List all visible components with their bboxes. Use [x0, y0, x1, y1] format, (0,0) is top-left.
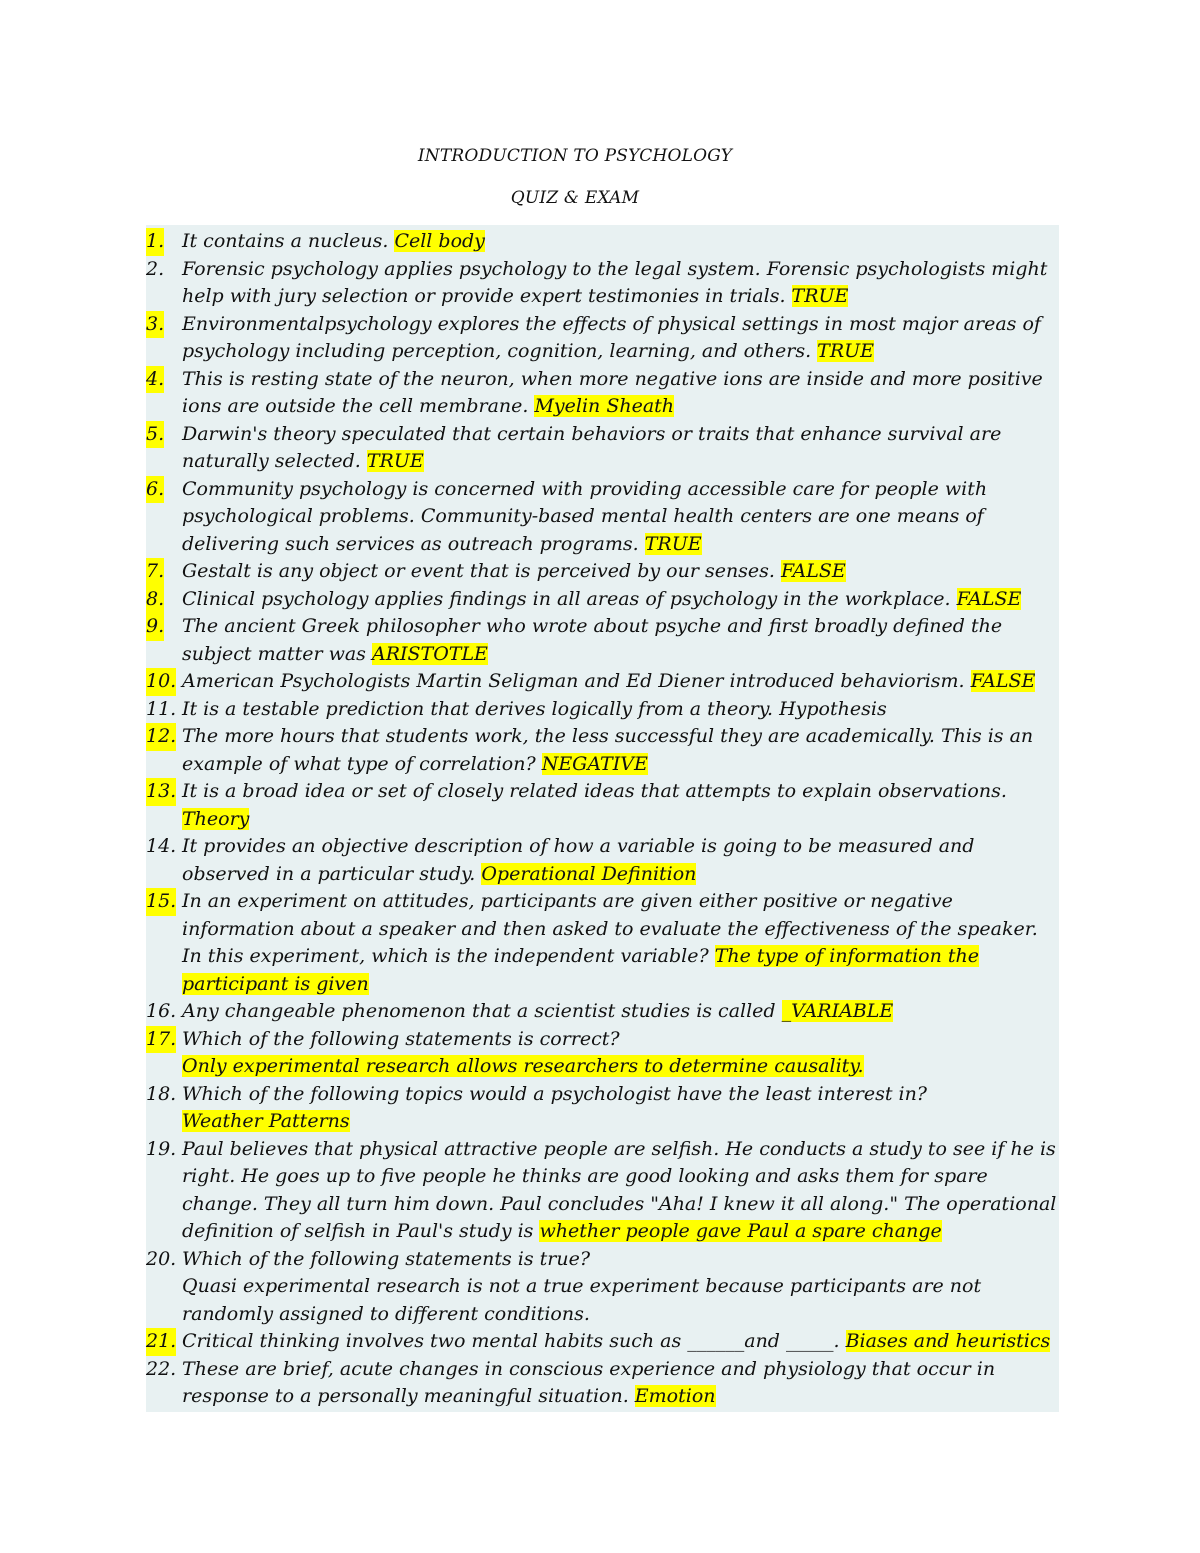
highlighted-answer: Theory: [182, 807, 250, 830]
quiz-item-line: [182, 1108, 1057, 1136]
document-subtitle: QUIZ & EXAM: [510, 188, 640, 208]
highlighted-answer: Myelin Sheath: [534, 395, 675, 417]
highlighted-answer: FALSE: [956, 587, 1022, 610]
quiz-item-number: 13.: [146, 778, 176, 806]
question-text: Clinical psychology applies findings in all areas of psychology in the workplace.: [182, 587, 957, 610]
quiz-item-9: [146, 613, 1059, 668]
highlighted-answer: TRUE: [791, 285, 849, 307]
question-text: delivering such services as outreach programs.: [182, 532, 645, 555]
highlighted-answer: Biases and heuristics: [845, 1330, 1051, 1352]
quiz-item-line: [182, 283, 1057, 311]
question-text: Community psychology is concerned with providing accessible care for people with: [182, 477, 988, 500]
highlighted-answer: TRUE: [366, 450, 424, 472]
quiz-item-14: [146, 833, 1059, 888]
quiz-item-number: 12.: [146, 723, 176, 751]
quiz-item-line: [182, 723, 1057, 751]
question-text: information about a speaker and then asked to evaluate the effectiveness of the speaker.: [182, 917, 1038, 940]
question-text: observed in a particular study.: [182, 862, 482, 885]
quiz-item-line: [182, 861, 1057, 889]
question-text: Darwin's theory speculated that certain behaviors or traits that enhance survival are: [182, 422, 1002, 445]
quiz-item-number: 10.: [146, 668, 176, 696]
quiz-item-number: 14.: [146, 835, 177, 857]
quiz-item-line: [182, 751, 1057, 779]
quiz-item-number: 11.: [146, 697, 177, 720]
question-text: example of what type of correlation?: [182, 752, 542, 775]
question-text: psychology including perception, cognition, learning, and others.: [182, 340, 818, 362]
quiz-item-number: 22.: [146, 1357, 177, 1380]
quiz-item-line: [182, 558, 1057, 586]
question-text: Any changeable phenomenon that a scientist studies is called: [182, 1000, 782, 1022]
quiz-item-number: 4.: [146, 366, 164, 394]
quiz-item-line: [182, 1356, 1057, 1384]
quiz-item-number: 6.: [146, 476, 164, 504]
question-text: Gestalt is any object or event that is perceived by our senses.: [182, 560, 782, 582]
quiz-item-number: 16.: [146, 1000, 177, 1022]
question-text: These are brief, acute changes in conscious experience and physiology that occur in: [182, 1357, 996, 1380]
quiz-item-8: [146, 586, 1059, 614]
question-text: right. He goes up to five people he thinks are good looking and asks them for spare: [182, 1165, 988, 1187]
quiz-item-4: [146, 366, 1059, 421]
question-text: In an experiment on attitudes, participants are given either positive or negative: [182, 890, 953, 912]
quiz-item-line: [182, 916, 1057, 944]
question-text: Which of the following topics would a psychologist have the least interest in?: [182, 1082, 927, 1105]
quiz-item-number: 8.: [146, 586, 164, 614]
highlighted-answer: Weather Patterns: [182, 1110, 350, 1132]
quiz-item-line: [182, 586, 1057, 614]
highlighted-answer: ARISTOTLE: [371, 642, 488, 665]
quiz-item-line: [182, 806, 1057, 834]
quiz-question-list: [146, 228, 1059, 1411]
question-text: In this experiment, which is the independent variable?: [182, 945, 715, 967]
quiz-item-line: [182, 1081, 1057, 1109]
question-text: It provides an objective description of how a variable is going to be measured and: [182, 835, 975, 857]
quiz-item-line: [182, 366, 1057, 394]
quiz-item-number: 17.: [146, 1026, 176, 1054]
question-text: It contains a nucleus.: [182, 230, 395, 252]
quiz-item-line: [182, 833, 1057, 861]
quiz-item-13: [146, 778, 1059, 833]
question-text: It is a testable prediction that derives logically from a theory. Hypothesis: [182, 697, 887, 720]
quiz-item-line: [182, 1136, 1057, 1164]
question-text: randomly assigned to different conditions.: [182, 1302, 590, 1325]
quiz-item-10: [146, 668, 1059, 696]
quiz-item-line: [182, 448, 1057, 476]
question-text: This is resting state of the neuron, when more negative ions are inside and more positive: [182, 367, 1043, 390]
question-text: psychological problems. Community-based mental health centers are one means of: [182, 505, 984, 527]
quiz-item-line: [182, 1218, 1057, 1246]
highlighted-answer: FALSE: [781, 560, 846, 582]
quiz-item-6: [146, 476, 1059, 559]
quiz-item-line: [182, 641, 1057, 669]
quiz-item-number: 1.: [146, 228, 164, 256]
quiz-item-number: 20.: [146, 1247, 177, 1270]
quiz-item-15: [146, 888, 1059, 998]
quiz-item-line: [182, 311, 1057, 339]
highlighted-answer: NEGATIVE: [541, 752, 648, 775]
highlighted-answer: Operational Definition: [481, 862, 697, 885]
question-text: American Psychologists Martin Seligman and Ed Diener introduced behaviorism.: [182, 670, 971, 692]
quiz-item-number: 5.: [146, 421, 164, 449]
highlighted-answer: Cell body: [394, 230, 485, 252]
quiz-item-18: [146, 1081, 1059, 1136]
question-text: The ancient Greek philosopher who wrote about psyche and first broadly defined the: [182, 615, 1003, 637]
question-text: Environmentalpsychology explores the effects of physical settings in most major areas of: [182, 312, 1041, 335]
highlighted-answer: _VARIABLE: [781, 1000, 894, 1022]
question-text: It is a broad idea or set of closely related ideas that attempts to explain observations.: [182, 780, 1007, 802]
question-text: Which of the following statements is true?: [182, 1247, 591, 1270]
quiz-item-line: [182, 338, 1057, 366]
quiz-item-number: 18.: [146, 1082, 177, 1105]
quiz-item-line: [182, 476, 1057, 504]
quiz-item-line: [182, 1053, 1057, 1081]
quiz-item-20: [146, 1246, 1059, 1329]
quiz-item-line: [182, 943, 1057, 971]
quiz-item-1: [146, 228, 1059, 256]
question-text: Which of the following statements is correct?: [182, 1027, 620, 1050]
quiz-item-line: [182, 256, 1057, 284]
quiz-item-line: [182, 1328, 1057, 1356]
quiz-item-17: [146, 1026, 1059, 1081]
question-text: definition of selfish in Paul's study is: [182, 1220, 540, 1242]
quiz-item-line: [182, 531, 1057, 559]
quiz-item-number: 9.: [146, 613, 164, 641]
quiz-item-2: [146, 256, 1059, 311]
quiz-item-line: [182, 998, 1057, 1026]
quiz-item-line: [182, 228, 1057, 256]
quiz-item-12: [146, 723, 1059, 778]
quiz-item-19: [146, 1136, 1059, 1246]
quiz-item-line: [182, 668, 1057, 696]
quiz-item-21: [146, 1328, 1059, 1356]
question-text: change. They all turn him down. Paul concludes "Aha! I knew it all along." The operational: [182, 1192, 1057, 1215]
highlighted-answer: FALSE: [970, 670, 1036, 692]
question-text: Paul believes that physical attractive people are selfish. He conducts a study to see if he is: [182, 1137, 1056, 1160]
question-text: Forensic psychology applies psychology to the legal system. Forensic psychologists might: [182, 257, 1048, 280]
quiz-item-line: [182, 1301, 1057, 1329]
quiz-item-number: 21.: [146, 1328, 176, 1356]
highlighted-answer: The type of information the: [714, 945, 979, 967]
quiz-item-number: 19.: [146, 1137, 177, 1160]
quiz-item-line: [182, 1191, 1057, 1219]
highlighted-answer: Emotion: [634, 1385, 716, 1407]
quiz-item-line: [182, 421, 1057, 449]
highlighted-answer: whether people gave Paul a spare change: [539, 1220, 942, 1242]
question-text: The more hours that students work, the less successful they are academically. This is an: [182, 725, 1034, 747]
quiz-item-11: [146, 696, 1059, 724]
question-text: ions are outside the cell membrane.: [182, 395, 535, 417]
question-text: subject matter was: [182, 642, 372, 665]
quiz-item-5: [146, 421, 1059, 476]
highlighted-answer: TRUE: [644, 532, 702, 555]
quiz-item-line: [182, 393, 1057, 421]
quiz-item-line: [182, 696, 1057, 724]
quiz-item-line: [182, 1273, 1057, 1301]
highlighted-answer: Only experimental research allows researchers to determine causality.: [182, 1055, 864, 1077]
quiz-item-line: [182, 971, 1057, 999]
question-text: Quasi experimental research is not a true experiment because participants are not: [182, 1275, 982, 1297]
quiz-item-number: 3.: [146, 311, 164, 339]
quiz-item-line: [182, 888, 1057, 916]
quiz-item-3: [146, 311, 1059, 366]
quiz-item-line: [182, 503, 1057, 531]
question-text: Critical thinking involves two mental habits such as ______and _____.: [182, 1330, 846, 1352]
highlighted-answer: participant is given: [182, 972, 369, 995]
quiz-item-16: [146, 998, 1059, 1026]
quiz-item-number: 15.: [146, 888, 176, 916]
quiz-item-22: [146, 1356, 1059, 1411]
question-text: response to a personally meaningful situation.: [182, 1385, 635, 1407]
question-text: naturally selected.: [182, 450, 367, 472]
quiz-item-line: [182, 1383, 1057, 1411]
quiz-item-line: [182, 1026, 1057, 1054]
document-title: INTRODUCTION TO PSYCHOLOGY: [417, 146, 733, 166]
quiz-item-number: 7.: [146, 558, 164, 586]
quiz-item-7: [146, 558, 1059, 586]
quiz-item-line: [182, 1163, 1057, 1191]
quiz-item-line: [182, 778, 1057, 806]
quiz-item-line: [182, 613, 1057, 641]
highlighted-answer: TRUE: [817, 340, 875, 362]
quiz-item-number: 2.: [146, 257, 165, 280]
question-text: help with jury selection or provide expert testimonies in trials.: [182, 285, 792, 307]
quiz-item-line: [182, 1246, 1057, 1274]
